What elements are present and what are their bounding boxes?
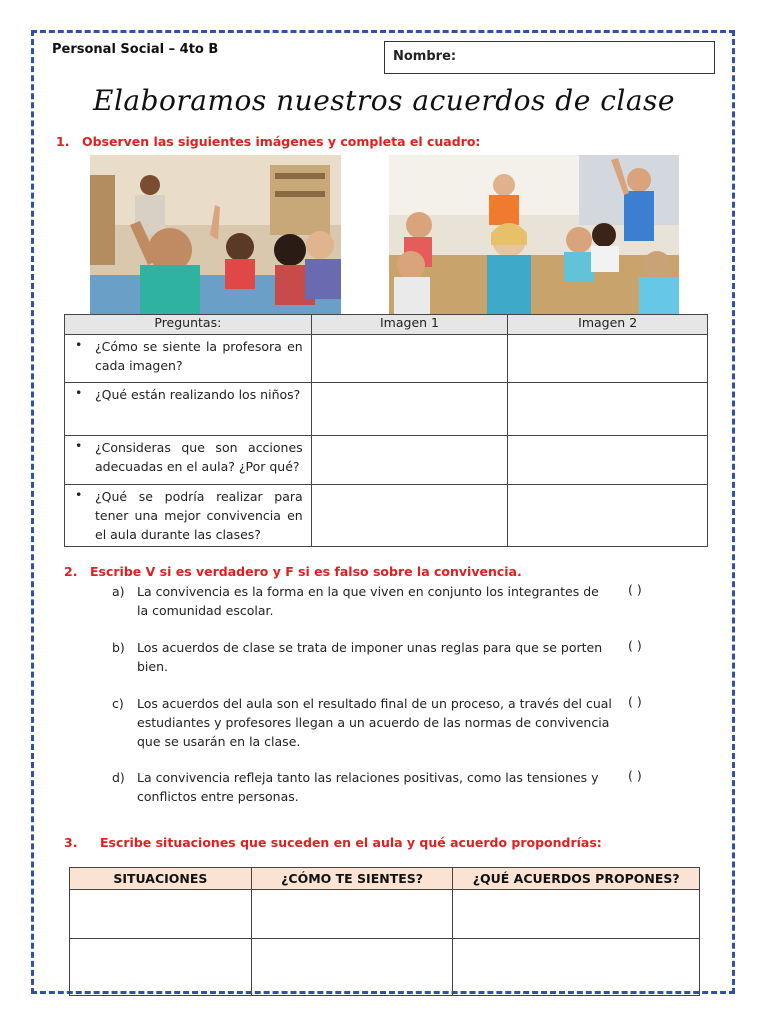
statement-letter: a) [112,584,125,599]
bullet-icon: • [75,337,83,352]
answer-cell-image-1[interactable] [311,436,508,485]
section3-heading-text: Escribe situaciones que suceden en el aula y qué acuerdo propondrías: [100,835,602,850]
section2-heading-text: Escribe V si es verdadero y F si es falso sobre la convivencia. [90,564,522,579]
answer-cell-image-1[interactable] [311,485,508,547]
statement-letter: d) [112,770,125,785]
statement-letter: c) [112,696,124,711]
table-row [70,890,700,939]
questions-table-header [65,315,708,335]
bullet-icon: • [75,487,83,502]
statement-b [112,638,612,676]
header-situaciones: SITUACIONES [70,868,252,890]
answer-box-a[interactable]: ( ) [628,582,642,597]
question-cell [65,485,312,547]
question-text: ¿Qué están realizando los niños? [95,387,301,402]
name-field[interactable] [384,41,715,74]
section3-number: 3. [64,835,78,850]
statement-a [112,582,612,620]
table-row [70,939,700,996]
statement-d [112,768,612,806]
situation-cell[interactable] [70,939,252,996]
header-preguntas: Preguntas: [65,315,312,335]
agreement-cell[interactable] [453,890,700,939]
answer-box-c[interactable]: ( ) [628,694,642,709]
agreement-cell[interactable] [453,939,700,996]
question-text: ¿Qué se podría realizar para tener una mejor convivencia en el aula durante las clases? [95,489,303,542]
question-text: ¿Cómo se siente la profesora en cada imagen? [95,339,303,373]
table-row [65,335,708,383]
table-row [65,485,708,547]
answer-cell-image-2[interactable] [508,436,708,485]
bullet-icon: • [75,438,83,453]
section3-heading [64,835,602,850]
statement-text: La convivencia es la forma en la que viven en conjunto los integrantes de la comunidad escolar. [137,584,599,618]
header-imagen-2: Imagen 2 [508,315,708,335]
section2-heading [64,564,522,579]
name-label: Nombre: [393,49,457,64]
image-1-photo [90,155,341,314]
answer-cell-image-2[interactable] [508,383,708,436]
question-cell [65,436,312,485]
answer-cell-image-2[interactable] [508,335,708,383]
subject-label: Personal Social – 4to B [52,42,219,57]
table-row [65,383,708,436]
answer-cell-image-1[interactable] [311,335,508,383]
question-cell [65,383,312,436]
statement-text: Los acuerdos de clase se trata de imponer unas reglas para que se porten bien. [137,640,603,674]
situation-cell[interactable] [70,890,252,939]
section1-heading-text: Observen las siguientes imágenes y completa el cuadro: [82,134,481,149]
statement-c [112,694,612,751]
question-text: ¿Consideras que son acciones adecuadas en el aula? ¿Por qué? [95,440,303,474]
header-que-acuerdos: ¿QUÉ ACUERDOS PROPONES? [453,868,700,890]
statement-text: La convivencia refleja tanto las relaciones positivas, como las tensiones y conflictos entre personas. [137,770,599,804]
image-2-photo [389,155,679,314]
question-cell [65,335,312,383]
feeling-cell[interactable] [251,890,453,939]
feeling-cell[interactable] [251,939,453,996]
section2-number: 2. [64,564,78,579]
header-imagen-1: Imagen 1 [311,315,508,335]
section1-heading [56,134,480,149]
situations-table-header [70,868,700,890]
answer-box-d[interactable]: ( ) [628,768,642,783]
statement-letter: b) [112,640,125,655]
answer-box-b[interactable]: ( ) [628,638,642,653]
page-title: Elaboramos nuestros acuerdos de clase [93,84,675,117]
answer-cell-image-2[interactable] [508,485,708,547]
situations-table [69,867,700,996]
header-como-te-sientes: ¿CÓMO TE SIENTES? [251,868,453,890]
answer-cell-image-1[interactable] [311,383,508,436]
bullet-icon: • [75,385,83,400]
section1-number: 1. [56,134,70,149]
table-row [65,436,708,485]
questions-table [64,314,708,547]
statement-text: Los acuerdos del aula son el resultado final de un proceso, a través del cual estudiantes y profesores llegan a un acuerdo de las normas de convivencia que se usarán en la clase. [137,696,612,749]
